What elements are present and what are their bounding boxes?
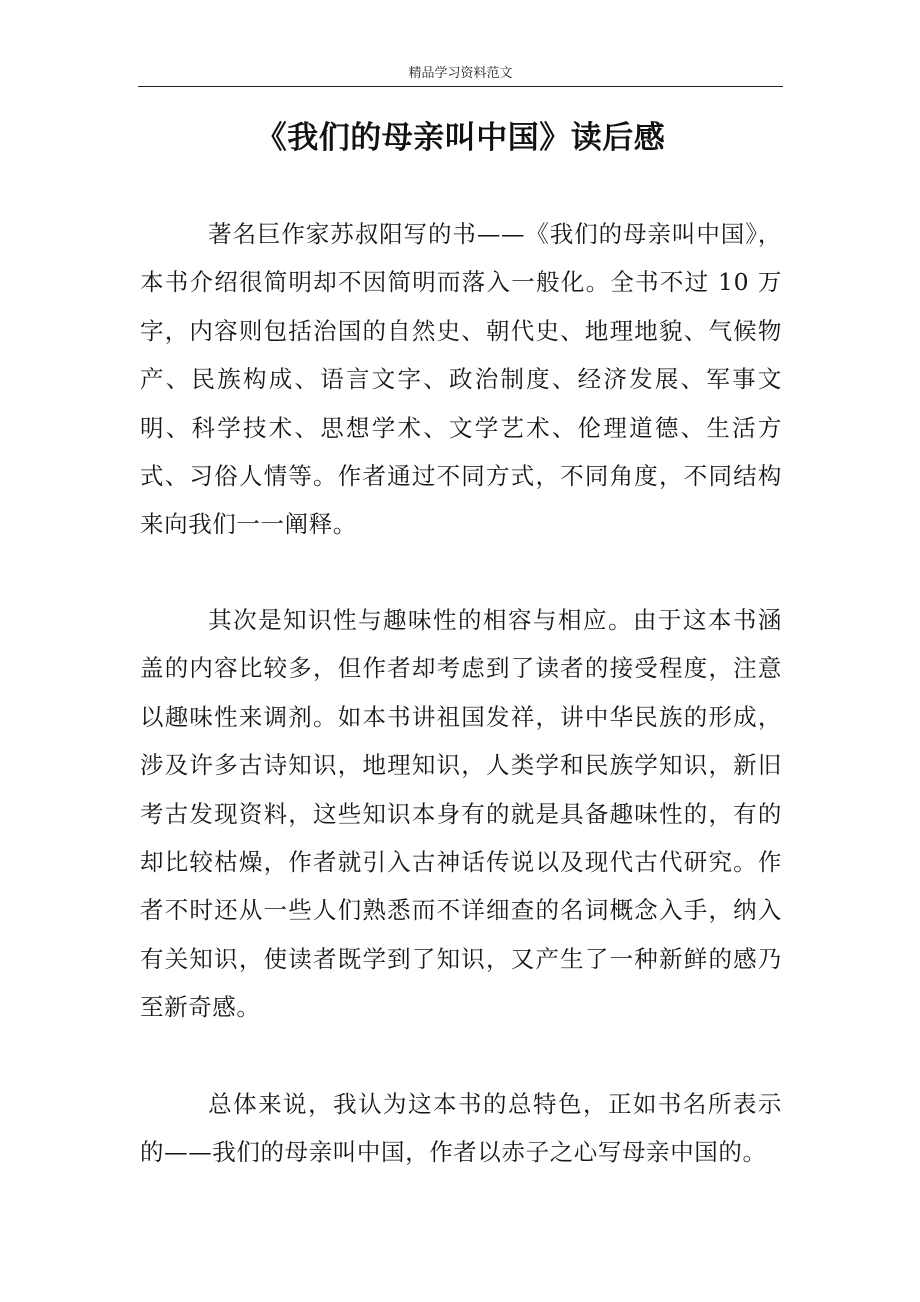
paragraph-block-1: [140, 210, 782, 549]
paragraph-block-2: [140, 596, 782, 1032]
paragraph: 其次是知识性与趣味性的相容与相应。由于这本书涵盖的内容比较多，但作者却考虑到了读者的接受程度，注意以趣味性来调剂。如本书讲祖国发祥，讲中华民族的形成，涉及许多古诗知识，地理知识，人类学和民族学知识，新旧考古发现资料，这些知识本身有的就是具备趣味性的，有的却比较枯燥，作者就引入古神话传说以及现代古代研究。作者不时还从一些人们熟悉而不详细查的名词概念入手，纳入有关知识，使读者既学到了知识，又产生了一种新鲜的感乃至新奇感。: [140, 606, 782, 1022]
header-text: 精品学习资料范文: [408, 66, 513, 81]
document-title: 《我们的母亲叫中国》读后感: [255, 120, 666, 156]
page-header: [138, 62, 783, 87]
paragraph-block-3: [140, 1080, 782, 1177]
paragraph: 总体来说，我认为这本书的总特色，正如书名所表示的——我们的母亲叫中国，作者以赤子之心写母亲中国的。: [140, 1090, 782, 1167]
paragraph: 著名巨作家苏叔阳写的书——《我们的母亲叫中国》，本书介绍很简明却不因简明而落入一般化。全书不过 10 万字，内容则包括治国的自然史、朝代史、地理地貌、气候物产、民族构成、语言文字、政治制度、经济发展、军事文明、科学技术、思想学术、文学艺术、伦理道德、生活方式、习俗人情等。作者通过不同方式，不同角度，不同结构来向我们一一阐释。: [140, 220, 782, 539]
